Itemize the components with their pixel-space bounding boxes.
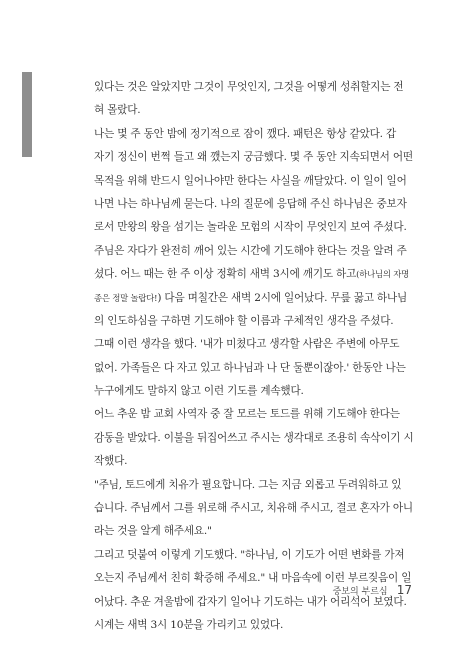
text-line-main: 자기 정신이 번쩍 들고 왜 깼는지 궁금했다. 몇 주 동안 지속되면서 어떤 [94, 151, 413, 164]
text-line-main: 시계는 새벽 3시 10분을 가리키고 있었다. [94, 618, 284, 631]
text-line [94, 614, 394, 637]
text-line-main: 혀 몰랐다. [94, 104, 141, 117]
text-line [94, 193, 407, 216]
text-line [94, 380, 394, 403]
text-line-main: 오는지 주님께서 친히 확증해 주세요." 내 마음속에 이런 부르짖음이 일 [94, 572, 412, 585]
text-line-main: 어느 추운 밤 교회 사역자 중 잘 모르는 토드를 위해 기도해야 한다는 [94, 408, 400, 421]
text-line [94, 333, 400, 356]
text-line-main: 나면 나는 하나님께 묻는다. 나의 질문에 응답해 주신 하나님은 중보자 [94, 197, 407, 210]
text-line [94, 287, 408, 310]
text-line [94, 146, 413, 169]
text-line [94, 520, 394, 543]
text-line [94, 450, 394, 473]
book-title: 중보의 부르심 [332, 587, 388, 597]
text-line [94, 263, 409, 286]
text-line-main: 그때 이런 생각을 했다. '내가 미쳤다고 생각할 사람은 주변에 아무도 [94, 338, 400, 351]
text-line [94, 123, 397, 146]
page-number: 17 [396, 583, 412, 597]
text-line-rest: ) 다음 며칠간은 새벽 2시에 일어났다. 무릎 꿇고 하나님 [157, 291, 408, 304]
text-line [94, 216, 407, 239]
text-line-main: 작했다. [94, 455, 128, 468]
text-line [94, 544, 405, 567]
decorative-side-bar [22, 72, 32, 157]
text-line [94, 497, 413, 520]
text-line-main: 그리고 덧붙여 이렇게 기도했다. "하나님, 이 기도가 어떤 변화를 가져 [94, 548, 405, 561]
text-line [94, 474, 402, 497]
text-line [94, 357, 406, 380]
text-line [94, 170, 407, 193]
text-line [94, 99, 394, 122]
text-line [94, 310, 394, 333]
text-line-main: 라는 것을 알게 해주세요." [94, 525, 212, 538]
text-line-main: 습니다. 주님께서 그를 위로해 주시고, 치유해 주시고, 결코 혼자가 아니 [94, 502, 413, 515]
text-line-main: 있다는 것은 알았지만 그것이 무엇인지, 그것을 어떻게 성취할지는 전 [94, 81, 404, 93]
text-line-main: 목적을 위해 반드시 일어나야만 한다는 사실을 깨달았다. 이 일이 일어 [94, 174, 407, 187]
text-line [94, 427, 414, 450]
text-line-main: 셨다. 어느 때는 한 주 이상 정확히 새벽 3시에 깨기도 하고 [94, 268, 357, 281]
text-line-main: 누구에게도 말하지 않고 이런 기도를 계속했다. [94, 385, 304, 398]
text-line-main: 감동을 받았다. 이불을 뒤집어쓰고 주시는 생각대로 조용히 속삭이기 시 [94, 431, 414, 444]
text-line-main: 나는 몇 주 동안 밤에 정기적으로 잠이 깼다. 패턴은 항상 같았다. 갑 [94, 127, 397, 140]
page-footer [333, 581, 412, 597]
text-line-main: 의 인도하심을 구하면 기도해야 할 이름과 구체적인 생각을 주셨다. [94, 314, 394, 327]
text-line-annotation: 종은 정말 놀랍다! [94, 292, 158, 303]
text-line [94, 403, 400, 426]
text-line-main: 로서 만왕의 왕을 섬기는 놀라운 모험의 시작이 무엇인지 보여 주셨다. [94, 221, 407, 234]
text-line-main: 없어. 가족들은 다 자고 있고 하나님과 나 단 둘뿐이잖아.' 한동안 나는 [94, 361, 406, 374]
text-line [94, 76, 404, 99]
text-line-annotation: (하나님의 자명 [356, 269, 409, 280]
text-line-main: "주님, 토드에게 치유가 필요합니다. 그는 지금 외롭고 두려워하고 있 [94, 478, 402, 491]
text-line [94, 240, 407, 263]
text-line-main: 주님은 자다가 완전히 깨어 있는 시간에 기도해야 한다는 것을 알려 주 [94, 244, 407, 257]
text-line-main: 어났다. 추운 겨울밤에 갑자기 일어나 기도하는 내가 어리석어 보였다. [94, 595, 407, 608]
